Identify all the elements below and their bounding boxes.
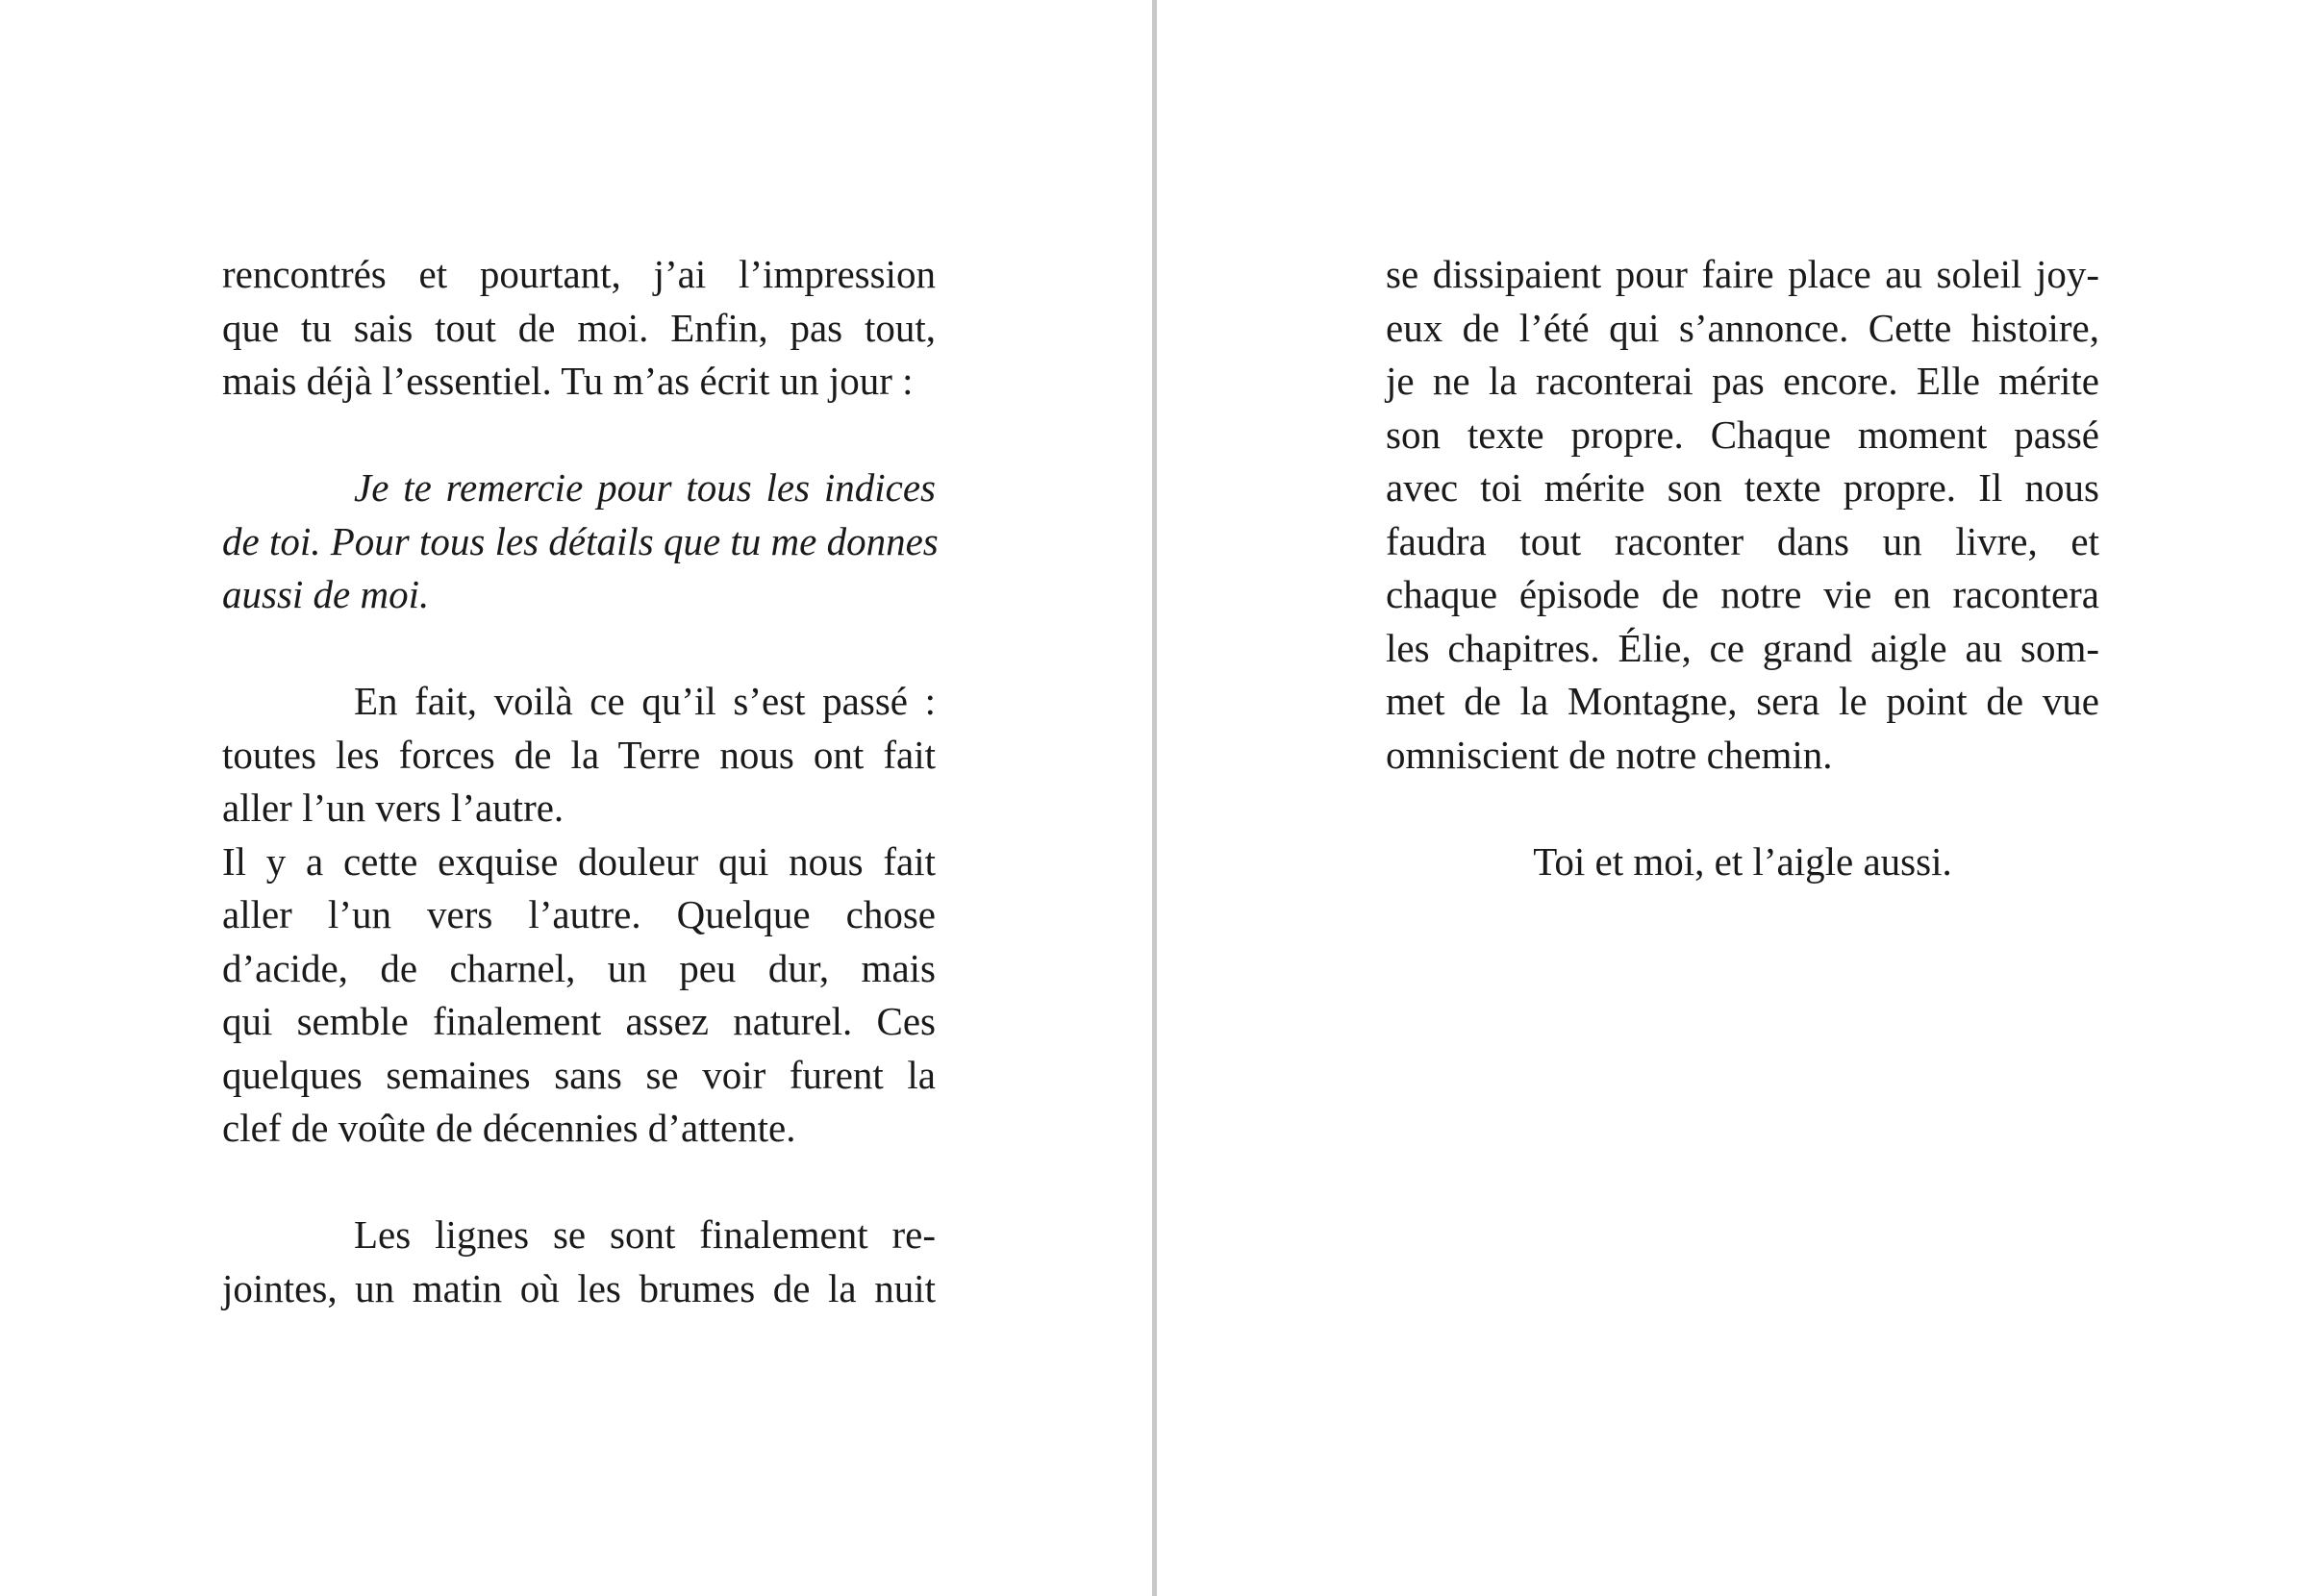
text-line: Il y a cette exquise douleur qui nous fait (222, 838, 936, 884)
paragraph-gap (222, 409, 936, 462)
text-line: que tu sais tout de moi. Enfin, pas tout, (222, 305, 936, 350)
text-line: faudra tout raconter dans un livre, et (1386, 518, 2099, 563)
text-line: Je te remercie pour tous les indices (354, 465, 936, 510)
text-line: aller l’un vers l’autre. (222, 786, 564, 830)
paragraph (222, 1209, 936, 1315)
text-line: Les lignes se sont finalement re- (354, 1212, 936, 1257)
left-page (0, 0, 1152, 1596)
quoted-paragraph (222, 461, 939, 622)
text-line: se dissipaient pour faire place au soleil joy- (1386, 252, 2099, 296)
right-page-text (1386, 248, 2099, 888)
text-line: les chapitres. Élie, ce grand aigle au som- (1386, 625, 2099, 670)
text-line: jointes, un matin où les brumes de la nuit (222, 1265, 936, 1310)
centered-paragraph (1386, 835, 2099, 889)
text-line: aller l’un vers l’autre. Quelque chose (222, 892, 936, 936)
text-line: d’acide, de charnel, un peu dur, mais (222, 945, 936, 990)
text-line: chaque épisode de notre vie en racontera (1386, 572, 2099, 616)
text-line: mais déjà l’essentiel. Tu m’as écrit un jour : (222, 359, 914, 403)
text-line: toutes les forces de la Terre nous ont fait (222, 732, 936, 777)
text-line: Toi et moi, et l’aigle aussi. (1533, 838, 1952, 884)
text-line: En fait, voilà ce qu’il s’est passé : (354, 679, 936, 723)
text-line: avec toi mérite son texte propre. Il nous (1386, 465, 2099, 510)
text-line: son texte propre. Chaque moment passé (1386, 411, 2099, 457)
text-line: eux de l’été qui s’annonce. Cette histoire, (1386, 305, 2099, 350)
text-line: quelques semaines sans se voir furent la (222, 1052, 936, 1097)
right-page (1157, 0, 2308, 1596)
text-line: rencontrés et pourtant, j’ai l’impression (222, 252, 936, 296)
paragraph (222, 675, 936, 1156)
left-page-text (222, 248, 939, 1315)
paragraph-gap (222, 1156, 936, 1209)
paragraph-gap (1386, 782, 2099, 835)
paragraph-gap (222, 622, 936, 676)
paragraph (1386, 248, 2099, 782)
text-line: omniscient de notre chemin. (1386, 732, 1833, 777)
text-line: de toi. Pour tous les détails que tu me donnes (222, 518, 939, 563)
text-line: je ne la raconterai pas encore. Elle mérite (1386, 359, 2099, 403)
text-line: qui semble finalement assez naturel. Ces (222, 999, 936, 1043)
text-line: met de la Montagne, sera le point de vue (1386, 679, 2099, 723)
text-line: clef de voûte de décennies d’attente. (222, 1106, 796, 1150)
text-line: aussi de moi. (222, 572, 430, 616)
paragraph (222, 248, 936, 409)
